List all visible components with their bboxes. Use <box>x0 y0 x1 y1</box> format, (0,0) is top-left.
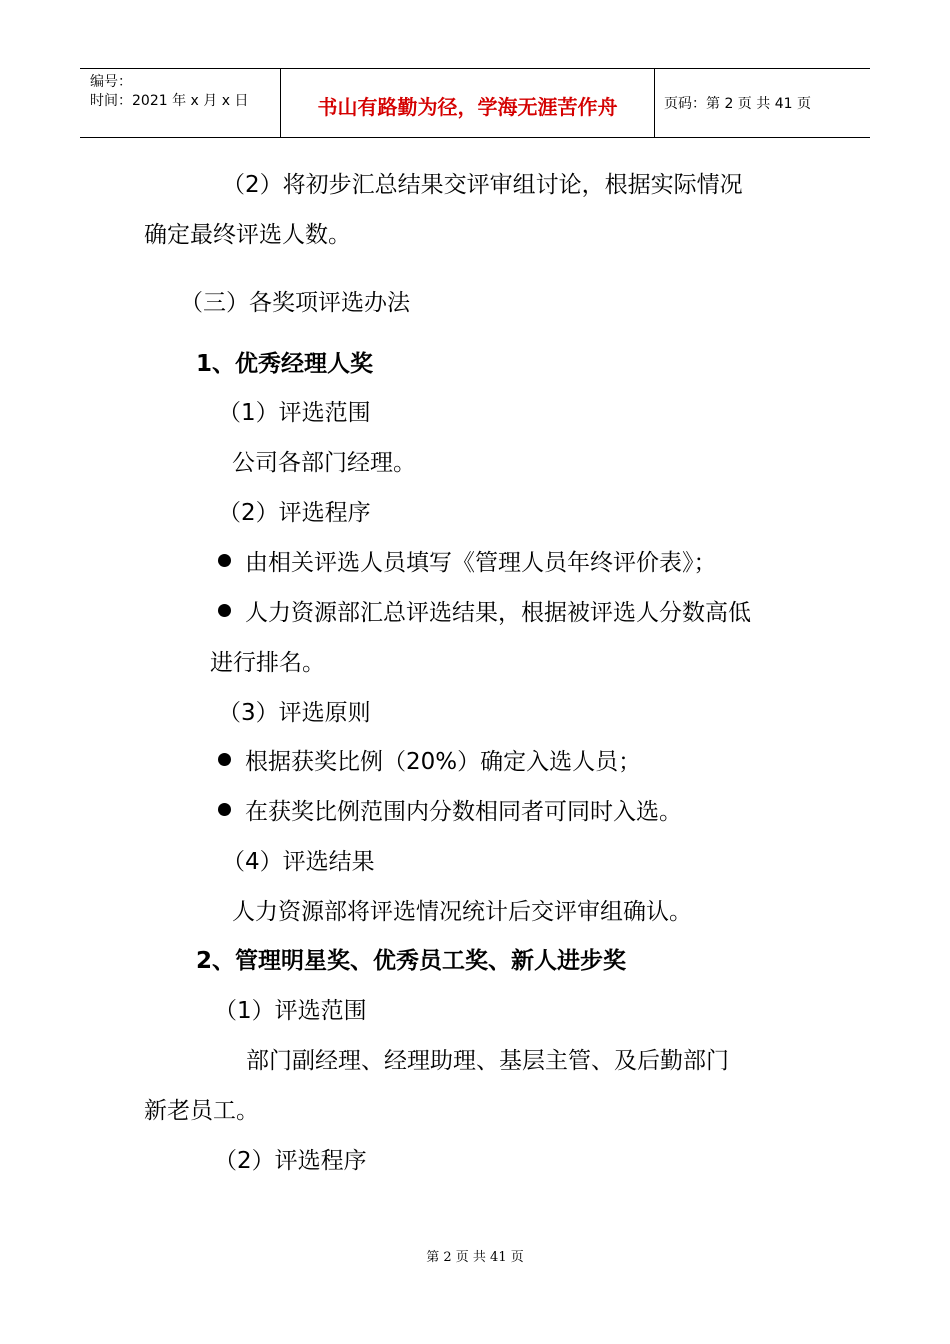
paragraph-line: 新老员工。 <box>144 1098 259 1124</box>
section-heading: （三）各奖项评选办法 <box>180 290 410 316</box>
header-motto: 书山有路勤为径，学海无涯苦作舟 <box>317 95 618 119</box>
paragraph-line: 公司各部门经理。 <box>232 450 416 476</box>
bullet-text: 人力资源部汇总评选结果，根据被评选人分数高低 <box>245 600 751 626</box>
bullet-dot-icon <box>218 753 231 766</box>
bullet-item <box>218 797 682 827</box>
header-page-info: 页码：第 2 页 共 41 页 <box>664 96 811 112</box>
award-heading: 2、管理明星奖、优秀员工奖、新人进步奖 <box>196 948 627 974</box>
bullet-text: 在获奖比例范围内分数相同者可同时入选。 <box>245 799 682 825</box>
bullet-dot-icon <box>218 604 231 617</box>
bullet-dot-icon <box>218 803 231 816</box>
paragraph-line: 进行排名。 <box>210 650 325 676</box>
paragraph-line: 部门副经理、经理助理、基层主管、及后勤部门 <box>246 1048 729 1074</box>
header-meta-cell <box>80 69 280 137</box>
bullet-item <box>218 747 641 777</box>
bullet-item <box>218 598 751 628</box>
document-number-label: 编号： <box>90 74 132 90</box>
bullet-text: 由相关评选人员填写《管理人员年终评价表》； <box>245 550 717 576</box>
header-motto-cell <box>280 69 655 137</box>
subsection-label: （2）评选程序 <box>218 500 371 526</box>
paragraph-line: 确定最终评选人数。 <box>144 222 351 248</box>
paragraph-line: 人力资源部将评选情况统计后交评审组确认。 <box>232 899 692 925</box>
bullet-item <box>218 548 717 578</box>
subsection-label: （4）评选结果 <box>222 849 375 875</box>
bullet-text: 根据获奖比例（20%）确定入选人员； <box>245 749 642 775</box>
award-heading: 1、优秀经理人奖 <box>196 351 374 377</box>
document-time-label: 时间：2021 年 x 月 x 日 <box>90 93 249 109</box>
bullet-dot-icon <box>218 554 231 567</box>
subsection-label: （1）评选范围 <box>218 400 371 426</box>
document-header <box>80 68 870 138</box>
header-page-cell <box>654 69 870 137</box>
page-footer: 第 2 页 共 41 页 <box>426 1250 524 1265</box>
paragraph-line: （2）将初步汇总结果交评审组讨论，根据实际情况 <box>222 172 743 198</box>
subsection-label: （3）评选原则 <box>218 700 371 726</box>
subsection-label: （2）评选程序 <box>214 1148 367 1174</box>
subsection-label: （1）评选范围 <box>214 998 367 1024</box>
